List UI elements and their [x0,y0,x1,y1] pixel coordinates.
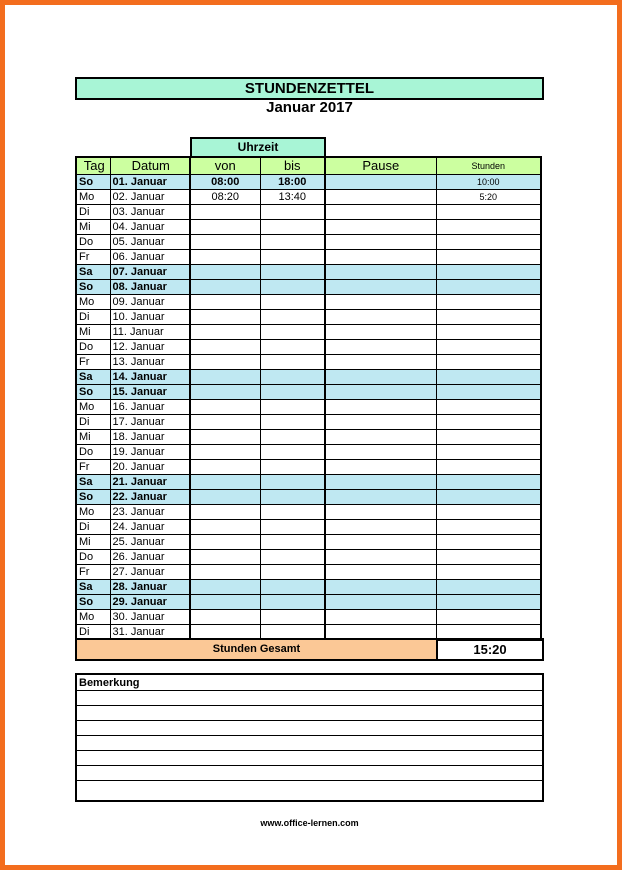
row-pause [325,520,436,535]
row-stunden [436,520,541,535]
row-tag: Di [76,205,110,220]
table-row [76,460,541,475]
remarks-line [77,765,542,766]
row-pause [325,430,436,445]
row-pause [325,340,436,355]
row-von [190,550,260,565]
table-row [76,235,541,250]
row-bis [260,265,325,280]
row-pause [325,235,436,250]
row-von [190,220,260,235]
row-stunden [436,250,541,265]
row-pause [325,385,436,400]
row-datum: 30. Januar [110,610,190,625]
row-tag: So [76,175,110,190]
row-pause [325,400,436,415]
row-datum: 09. Januar [110,295,190,310]
row-tag: Di [76,310,110,325]
row-pause [325,190,436,205]
row-von: 08:00 [190,175,260,190]
total-value: 15:20 [473,642,507,657]
row-von [190,355,260,370]
header-tag: Tag [76,157,110,175]
row-datum: 11. Januar [110,325,190,340]
row-bis [260,370,325,385]
row-tag: So [76,595,110,610]
row-stunden [436,340,541,355]
table-row [76,250,541,265]
row-datum: 02. Januar [110,190,190,205]
table-row [76,445,541,460]
table-row [76,295,541,310]
row-datum: 16. Januar [110,400,190,415]
table-header-row [76,157,541,175]
row-von: 08:20 [190,190,260,205]
total-label: Stunden Gesamt [77,640,438,659]
row-pause [325,610,436,625]
table-row [76,595,541,610]
footer-url: www.office-lernen.com [260,818,359,828]
row-datum: 12. Januar [110,340,190,355]
row-von [190,295,260,310]
table-row [76,355,541,370]
row-pause [325,265,436,280]
table-row [76,265,541,280]
table-row [76,565,541,580]
row-pause [325,580,436,595]
row-bis [260,505,325,520]
row-von [190,325,260,340]
row-datum: 05. Januar [110,235,190,250]
row-bis [260,280,325,295]
row-bis [260,550,325,565]
table-row [76,205,541,220]
row-tag: Sa [76,475,110,490]
row-stunden [436,235,541,250]
row-bis [260,460,325,475]
row-datum: 25. Januar [110,535,190,550]
row-tag: Sa [76,370,110,385]
row-datum: 08. Januar [110,280,190,295]
remarks-label: Bemerkung [79,677,140,689]
row-tag: Do [76,340,110,355]
table-row [76,310,541,325]
row-von [190,565,260,580]
row-datum: 07. Januar [110,265,190,280]
row-datum: 15. Januar [110,385,190,400]
row-datum: 13. Januar [110,355,190,370]
table-row [76,325,541,340]
table-row [76,505,541,520]
row-bis [260,535,325,550]
row-datum: 06. Januar [110,250,190,265]
table-row [76,535,541,550]
row-von [190,475,260,490]
row-pause [325,505,436,520]
row-von [190,235,260,250]
header-von: von [190,157,260,175]
row-tag: Fr [76,460,110,475]
table-row [76,385,541,400]
row-datum: 29. Januar [110,595,190,610]
row-stunden [436,565,541,580]
remarks-line [77,750,542,751]
row-stunden [436,475,541,490]
row-tag: Di [76,415,110,430]
table-row [76,490,541,505]
row-stunden [436,265,541,280]
row-pause [325,205,436,220]
row-tag: Mo [76,610,110,625]
row-bis [260,340,325,355]
row-datum: 26. Januar [110,550,190,565]
table-row [76,340,541,355]
row-tag: Sa [76,265,110,280]
row-stunden [436,550,541,565]
row-datum: 24. Januar [110,520,190,535]
table-row [76,430,541,445]
row-tag: So [76,385,110,400]
row-datum: 10. Januar [110,310,190,325]
table-row [76,520,541,535]
row-datum: 27. Januar [110,565,190,580]
row-pause [325,295,436,310]
row-datum: 04. Januar [110,220,190,235]
row-datum: 17. Januar [110,415,190,430]
table-row [76,280,541,295]
row-bis [260,385,325,400]
row-pause [325,370,436,385]
row-datum: 21. Januar [110,475,190,490]
document-subtitle: Januar 2017 [266,99,353,116]
row-von [190,310,260,325]
row-bis [260,205,325,220]
row-bis [260,325,325,340]
row-tag: Mi [76,325,110,340]
row-tag: Mi [76,535,110,550]
remarks-line [77,735,542,736]
table-row [76,220,541,235]
row-pause [325,550,436,565]
row-bis [260,610,325,625]
header-pause: Pause [325,157,436,175]
row-bis [260,355,325,370]
row-tag: Mo [76,190,110,205]
row-stunden [436,385,541,400]
remarks-line [77,780,542,781]
row-stunden [436,325,541,340]
row-tag: Fr [76,565,110,580]
row-tag: Fr [76,355,110,370]
row-datum: 14. Januar [110,370,190,385]
row-pause [325,535,436,550]
row-stunden [436,580,541,595]
row-stunden [436,370,541,385]
table-row [76,475,541,490]
header-stunden: Stunden [436,157,541,175]
row-von [190,280,260,295]
row-bis [260,475,325,490]
row-von [190,520,260,535]
header-bis: bis [260,157,325,175]
row-tag: Di [76,625,110,641]
row-tag: Do [76,235,110,250]
uhrzeit-header: Uhrzeit [190,137,326,156]
row-datum: 28. Januar [110,580,190,595]
row-von [190,535,260,550]
row-von [190,445,260,460]
row-stunden [436,595,541,610]
row-pause [325,460,436,475]
row-von [190,265,260,280]
row-stunden [436,415,541,430]
row-pause [325,220,436,235]
row-stunden [436,220,541,235]
row-pause [325,250,436,265]
row-pause [325,310,436,325]
table-row [76,370,541,385]
row-stunden [436,490,541,505]
row-tag: Mo [76,400,110,415]
row-bis [260,520,325,535]
row-von [190,205,260,220]
row-tag: Di [76,520,110,535]
row-stunden [436,610,541,625]
row-datum: 22. Januar [110,490,190,505]
row-pause [325,175,436,190]
row-von [190,340,260,355]
row-stunden [436,460,541,475]
row-von [190,490,260,505]
row-stunden [436,295,541,310]
row-pause [325,415,436,430]
row-bis [260,295,325,310]
row-bis [260,490,325,505]
row-stunden [436,445,541,460]
row-von [190,460,260,475]
table-row [76,550,541,565]
row-bis [260,565,325,580]
row-datum: 23. Januar [110,505,190,520]
remarks-line [77,690,542,691]
row-tag: So [76,280,110,295]
row-datum: 01. Januar [110,175,190,190]
row-bis [260,595,325,610]
row-tag: Fr [76,250,110,265]
row-bis [260,580,325,595]
row-pause [325,595,436,610]
row-tag: Mi [76,220,110,235]
row-pause [325,445,436,460]
row-von [190,400,260,415]
row-stunden [436,205,541,220]
document-title: STUNDENZETTEL [75,77,544,100]
row-von [190,250,260,265]
table-row [76,580,541,595]
row-bis [260,400,325,415]
row-pause [325,325,436,340]
table-row [76,400,541,415]
row-stunden: 10:00 [436,175,541,190]
total-row [75,638,544,661]
header-datum: Datum [110,157,190,175]
row-stunden: 5:20 [436,190,541,205]
table-row [76,610,541,625]
table-row [76,175,541,190]
row-von [190,505,260,520]
row-datum: 31. Januar [110,625,190,641]
row-stunden [436,355,541,370]
row-von [190,385,260,400]
row-tag: Mo [76,295,110,310]
row-bis [260,220,325,235]
row-stunden [436,535,541,550]
row-datum: 03. Januar [110,205,190,220]
row-bis: 18:00 [260,175,325,190]
row-bis [260,430,325,445]
row-pause [325,565,436,580]
remarks-box [75,673,544,802]
row-stunden [436,400,541,415]
timesheet-table [75,156,542,641]
row-tag: Mi [76,430,110,445]
row-stunden [436,505,541,520]
row-bis [260,310,325,325]
row-pause [325,490,436,505]
row-datum: 18. Januar [110,430,190,445]
row-von [190,580,260,595]
row-tag: Do [76,550,110,565]
row-stunden [436,310,541,325]
remarks-line [77,705,542,706]
row-datum: 20. Januar [110,460,190,475]
row-tag: So [76,490,110,505]
row-datum: 19. Januar [110,445,190,460]
row-pause [325,475,436,490]
row-stunden [436,280,541,295]
row-bis: 13:40 [260,190,325,205]
row-tag: Sa [76,580,110,595]
row-stunden [436,430,541,445]
row-pause [325,280,436,295]
row-pause [325,355,436,370]
remarks-line [77,720,542,721]
table-row [76,190,541,205]
row-von [190,610,260,625]
table-row [76,415,541,430]
row-von [190,415,260,430]
row-tag: Mo [76,505,110,520]
row-von [190,430,260,445]
row-von [190,595,260,610]
row-bis [260,415,325,430]
row-bis [260,250,325,265]
row-tag: Do [76,445,110,460]
row-bis [260,235,325,250]
row-bis [260,445,325,460]
row-von [190,370,260,385]
